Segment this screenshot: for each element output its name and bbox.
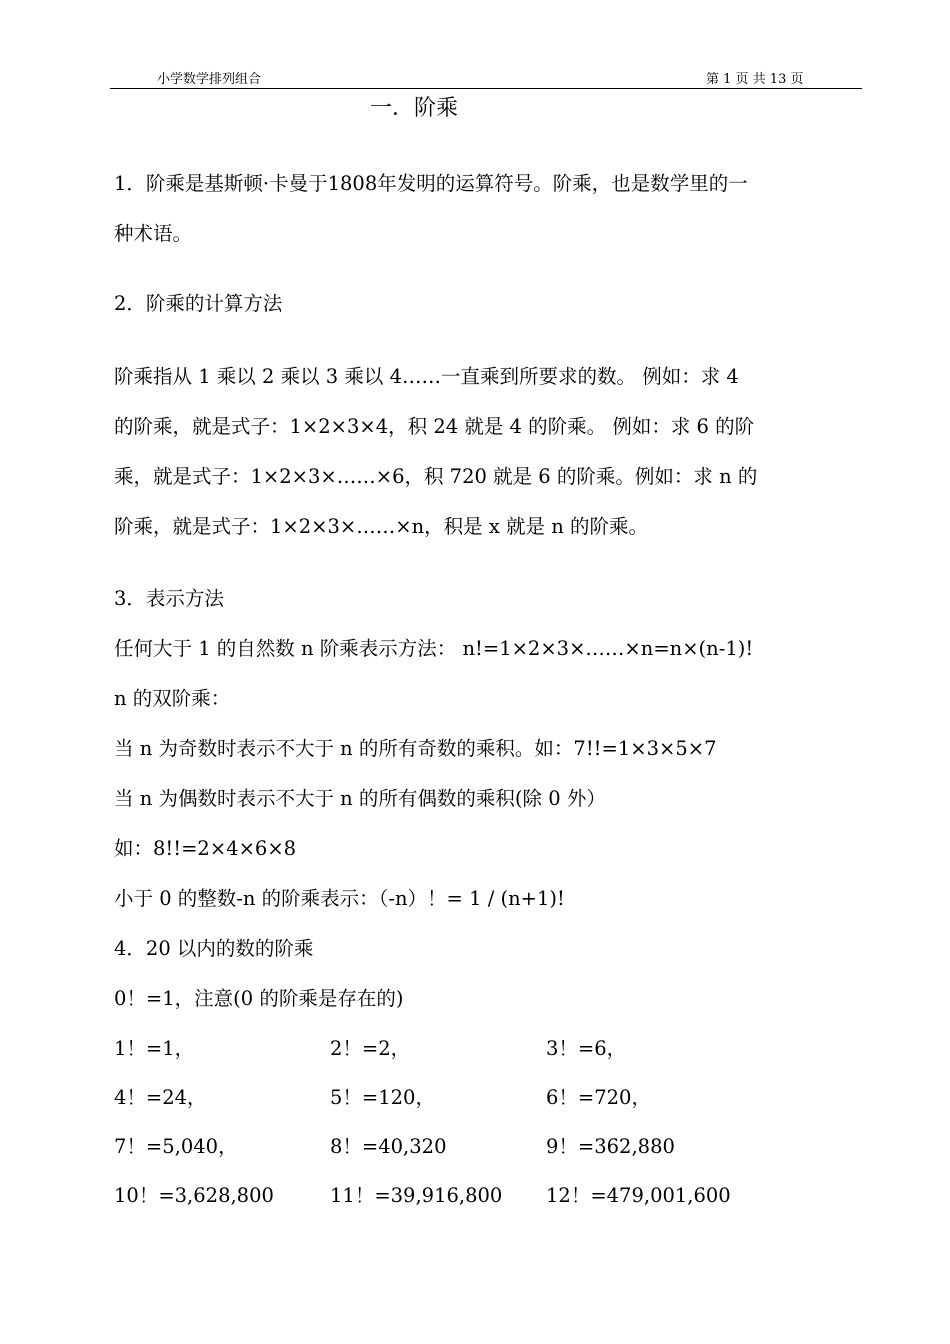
factorial-cell: 3！=6， [546,1037,627,1060]
factorial-cell: 10！=3,628,800 [114,1184,274,1207]
paragraph-line: 任何大于 1 的自然数 n 阶乘表示方法： n!=1×2×3×……×n=n×(n-1)! [114,637,754,660]
factorial-cell: 9！=362,880 [546,1135,675,1158]
header-rule [110,88,862,89]
section-title: 一．阶乘 [370,96,459,121]
subheading: 2．阶乘的计算方法 [114,292,283,315]
subheading: 4．20 以内的数的阶乘 [114,937,314,960]
paragraph-line: 阶乘，就是式子：1×2×3×……×n，积是 x 就是 n 的阶乘。 [114,515,648,538]
factorial-cell: 1！=1， [114,1037,195,1060]
factorial-cell: 5！=120， [330,1086,435,1109]
factorial-cell: 7！=5,040， [114,1135,238,1158]
factorial-cell: 2！=2， [330,1037,411,1060]
paragraph-line: 小于 0 的整数-n 的阶乘表示：（-n）！= 1 / (n+1)! [114,887,565,910]
paragraph-line: 当 n 为偶数时表示不大于 n 的所有偶数的乘积(除 0 外） [114,787,606,810]
paragraph-line: 当 n 为奇数时表示不大于 n 的所有奇数的乘积。如：7!!=1×3×5×7 [114,737,717,760]
factorial-cell: 4！=24， [114,1086,207,1109]
paragraph-line: 1．阶乘是基斯顿·卡曼于1808年发明的运算符号。阶乘，也是数学里的一 [114,172,748,195]
factorial-cell: 6！=720， [546,1086,651,1109]
factorial-cell: 8！=40,320 [330,1135,447,1158]
header-page-number: 第 1 页 共 13 页 [706,72,804,87]
factorial-cell: 11！=39,916,800 [330,1184,503,1207]
paragraph-line: 阶乘指从 1 乘以 2 乘以 3 乘以 4……一直乘到所要求的数。 例如：求 4 [114,365,739,388]
subheading: 3．表示方法 [114,587,224,610]
paragraph-line: n 的双阶乘： [114,687,231,710]
paragraph-line: 0！=1，注意(0 的阶乘是存在的) [114,987,404,1010]
paragraph-line: 如：8!!=2×4×6×8 [114,837,297,860]
paragraph-line: 的阶乘，就是式子：1×2×3×4，积 24 就是 4 的阶乘。 例如：求 6 的阶 [114,415,755,438]
paragraph-line: 种术语。 [114,222,193,245]
paragraph-line: 乘，就是式子：1×2×3×……×6，积 720 就是 6 的阶乘。例如：求 n 的 [114,465,758,488]
factorial-cell: 12！=479,001,600 [546,1184,731,1207]
header-doc-title: 小学数学排列组合 [157,72,262,87]
